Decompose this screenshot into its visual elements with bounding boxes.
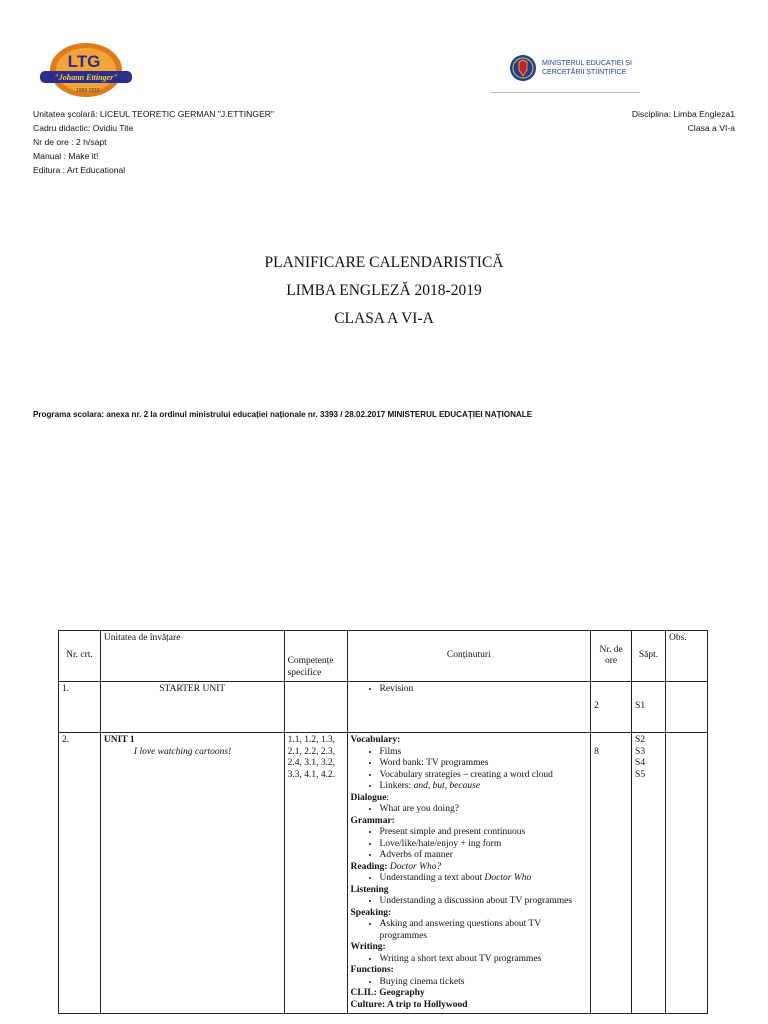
week-label: S2 [635,735,646,745]
header-unitatea: Unitatea de învățare [100,631,284,682]
table-row [59,682,708,733]
vocabulary-label: Vocabulary: [350,735,401,745]
meta-publisher: Editura : Art Educational [33,165,126,175]
subject-info [632,107,735,135]
list-item: • Present simple and present continuous [380,827,588,839]
header-nr-crt: Nr. crt. [59,631,101,682]
dialogue-label: Dialogue [350,792,387,803]
row-nr: 1. [59,682,101,733]
row-obs [666,682,708,733]
listening-label: Listening [350,884,389,895]
week-label: S5 [635,769,646,780]
title-line-2: LIMBA ENGLEZĂ 2018-2019 [286,282,482,299]
unit-title: UNIT 1 [103,735,135,745]
list-item: • Love/like/hate/enjoy + ing form [380,839,588,851]
ministry-name-line2: CERCETĂRII ȘTIINȚIFICE [542,69,627,76]
logo-text: LTG [67,52,101,71]
list-item: • Writing a short text about TV programmes [380,954,588,966]
week-label: S4 [635,758,646,768]
functions-label: Functions: [350,965,394,975]
logo-year: 1966-2016 [76,88,100,94]
table-row [59,733,708,1014]
header-nr-ore: Nr. de ore [591,631,632,682]
list-item: • Buying cinema tickets [380,977,588,989]
list-item [380,781,588,793]
planning-table [58,630,708,1014]
list-item [380,873,588,885]
speaking-label: Speaking: [350,907,392,918]
meta-discipline: Disciplina: Limba Engleza1 [631,109,735,119]
table-header-row [59,631,708,682]
ministry-logo-rule [490,92,640,93]
clil-label: CLIL: Geography [350,988,425,998]
dialogue-heading [351,793,588,805]
document-title [0,249,768,333]
row-competente: 1.1, 1.2, 1.3, 2.1, 2.2, 2.3, 2.4, 3.1, 3.2, 3.3, 4.1, 4.2. [284,733,347,1014]
row-contents [347,733,591,1014]
row-unit [100,733,284,1014]
row-ore-value: 8 [594,747,599,757]
reading-title: Doctor Who? [389,861,442,872]
row-contents [347,682,591,733]
week-label: S3 [635,746,646,757]
meta-hours: Nr de ore : 2 h/sapt [33,137,107,147]
curriculum-reference: Programa scolara: anexa nr. 2 la ordinul ministrului educației naționale nr. 3393 / 28.02.2017 MINISTERUL EDUCAȚIEI NAȚIONALE [33,410,533,419]
row-ore: 2 [591,682,632,733]
list-item: • Understanding a discussion about TV programmes [380,896,588,908]
row-nr: 2. [59,733,101,1014]
meta-class: Clasa a VI-a [687,123,735,133]
linkers-prefix: Linkers: [379,781,414,791]
header-obs: Obs. [666,631,708,682]
ministry-logo [508,50,648,86]
school-info [33,107,274,177]
header-sapt: Săpt. [632,631,666,682]
row-unit: STARTER UNIT [100,682,284,733]
list-item: • Word bank: TV programmes [380,758,588,770]
reading-item-em: Doctor Who [484,873,532,883]
list-item: • Asking and answering questions about TV programmes [380,919,588,942]
row-obs [666,733,708,1014]
reading-heading [351,862,588,874]
logo-banner-text: "Johann Ettinger" [54,73,118,82]
row-ore [591,733,632,1014]
header-competente: Competențe specifice [284,631,347,682]
title-line-3: CLASA A VI-A [334,310,434,327]
list-item: • Revision [380,684,588,696]
list-item: • Adverbs of manner [380,850,588,862]
header-continuturi: Conținuturi [347,631,591,682]
reading-item-prefix: Understanding a text about [379,873,485,883]
row-competente [284,682,347,733]
unit-subtitle: I love watching cartoons! [133,746,232,757]
culture-label: Culture: A trip to Hollywood [350,999,468,1010]
dialogue-colon: : [386,792,390,803]
meta-teacher: Cadru didactic: Ovidiu Tite [33,123,134,133]
linkers-words: and, but, because [413,781,481,791]
grammar-label: Grammar: [350,815,395,826]
title-line-1: PLANIFICARE CALENDARISTICĂ [264,254,504,271]
reading-label: Reading: [350,861,390,872]
row-sapt [632,733,666,1014]
list-item: • Vocabulary strategies – creating a word cloud [380,770,588,782]
writing-label: Writing: [350,942,386,952]
school-logo [34,40,136,100]
meta-manual: Manual : Make it! [33,151,99,161]
row-sapt: S1 [632,682,666,733]
list-item: • Films [380,747,588,759]
ministry-name-line1: MINISTERUL EDUCAȚIEI ȘI [542,60,632,67]
list-item: • What are you doing? [380,804,588,816]
meta-school: Unitatea școlară: LICEUL TEORETIC GERMAN "J.ETTINGER" [33,109,275,119]
